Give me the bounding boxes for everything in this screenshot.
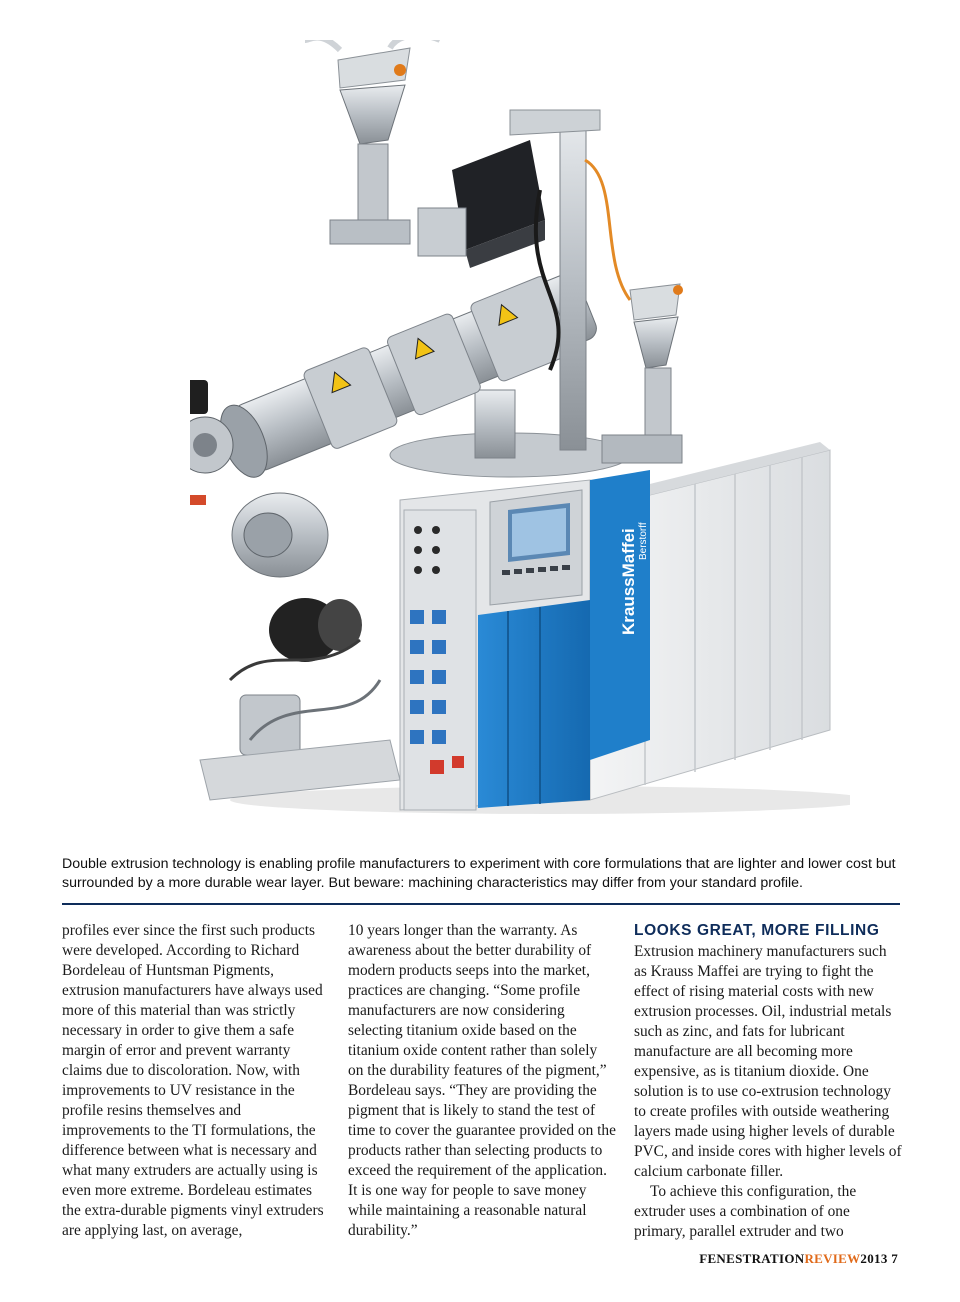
publication-name-part-1: FENESTRATION	[699, 1251, 805, 1266]
photo-caption: Double extrusion technology is enabling profile manufacturers to experiment with core formulations that are lighter and lower cost but surrounded by a more durable wear layer. But beware: machining characteristics may differ from your standard profile.	[62, 856, 896, 891]
article-column-3	[634, 921, 902, 1242]
brand-logo: KraussMaffei	[619, 528, 638, 635]
article-column-1	[62, 921, 330, 1241]
publication-year: 2013	[860, 1251, 888, 1266]
page-footer	[699, 1251, 898, 1267]
publication-name-part-2: REVIEW	[804, 1251, 861, 1266]
column-2-text: 10 years longer than the warranty. As awareness about the better durability of modern products seeps into the market, practices are changing. “Some profile manufacturers are now considering selecting titanium oxide based on the titanium oxide content rather than solely on the durability features of the pigment,” Bordeleau says. “They are providing the pigment that is likely to stand the test of time to cover the guarantee provided on the products rather than selecting products to exceed the requirement of the application. It is one way for people to save money while maintaining a reasonable natural durability.”	[348, 922, 616, 1239]
brand-sub-logo: Berstorff	[638, 522, 649, 560]
extruder-machine-photo	[190, 40, 850, 820]
column-1-text: profiles ever since the first such products were developed. According to Richard Bordeleau of Huntsman Pigments, extrusion manufacturers have always used more of this material than was strictly necessary in order to give them a safe margin of error and prevent warranty claims due to discoloration. Now, with improvements to UV resistance in the profile resins themselves and improvements to the TI formulations, the difference between what is necessary and what many extruders are actually using is even more extreme. Bordeleau estimates the extra-durable pigments vinyl extruders are applying last, on average,	[62, 922, 324, 1239]
column-3-paragraph-1: Extrusion machinery manufacturers such as Krauss Maffei are trying to fight the effect of rising material costs with new extrusion processes. Oil, industrial metals such as zinc, and fats for lubricant manufacture are all becoming more expensive, as is titanium dioxide. One solution is to use co-extrusion technology to create profiles with outside weathering layers made using higher levels of durable PVC, and inside cores with higher levels of calcium carbonate filler.	[634, 943, 902, 1180]
page-number: 7	[891, 1251, 898, 1266]
caption-divider	[62, 903, 900, 905]
section-heading: LOOKS GREAT, MORE FILLING	[634, 922, 880, 939]
article-column-2	[348, 921, 616, 1241]
column-3-paragraph-2: To achieve this configuration, the extruder uses a combination of one primary, parallel extruder and two	[634, 1183, 857, 1240]
